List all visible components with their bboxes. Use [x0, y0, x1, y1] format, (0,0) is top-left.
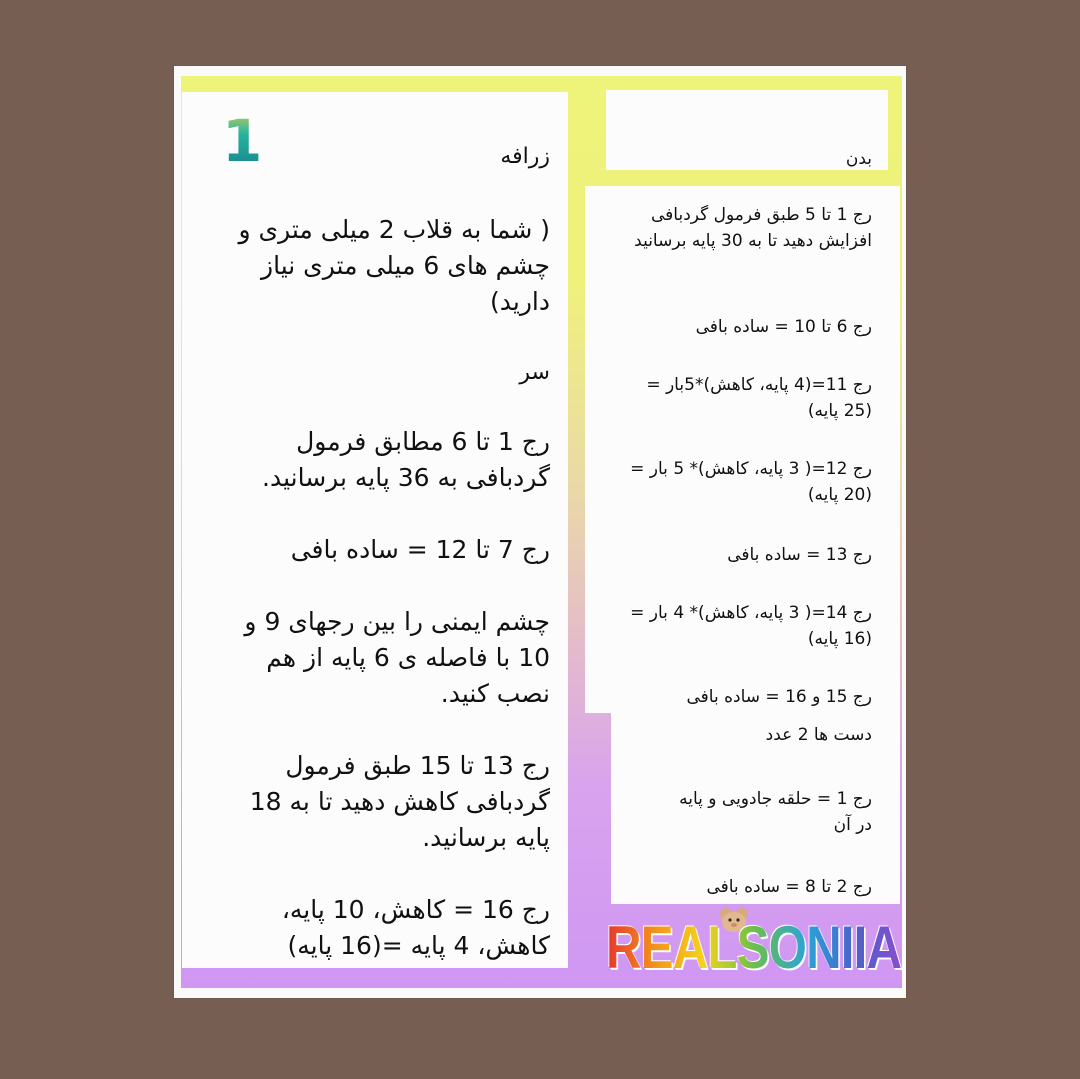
body-title: بدن	[845, 149, 872, 169]
body-step-2: رج 6 تا 10 = ساده بافی	[695, 317, 872, 337]
body-step-1: رج 1 تا 5 طبق فرمول گردبافی افزایش دهید تا به 30 پایه برسانید	[634, 205, 872, 251]
body-step-6: رج 14=( 3 پایه، کاهش)* 4 بار =(16 پایه)	[630, 603, 872, 649]
body-step-7: رج 15 و 16 = ساده بافی	[686, 687, 872, 707]
watermark-logo: REALSONIIA	[606, 912, 901, 984]
hands-step-1: رج 1 = حلقه جادویی و پایه در آن	[679, 789, 872, 835]
hands-step-2: رج 2 تا 8 = ساده بافی	[706, 877, 872, 897]
head-step-5: رج 16 = کاهش، 10 پایه، کاهش، 4 پایه =(16 پایه)	[281, 895, 550, 960]
body-step-4: رج 12=( 3 پایه، کاهش)* 5 بار =(20 پایه)	[630, 459, 872, 505]
hands-section-label: دست ها 2 عدد	[765, 725, 872, 745]
giraffe-title: زرافه	[500, 144, 550, 169]
head-section-label: سر	[519, 360, 550, 385]
body-step-3: رج 11=(4 پایه، کاهش)*5بار =(25 پایه)	[646, 375, 872, 421]
body-step-5: رج 13 = ساده بافی	[727, 545, 872, 565]
head-step-1: رج 1 تا 6 مطابق فرمول گردبافی به 36 پایه برسانید.	[262, 427, 550, 492]
head-step-4: رج 13 تا 15 طبق فرمول گردبافی کاهش دهید تا به 18 پایه برسانید.	[249, 751, 550, 852]
page-number: 1	[222, 107, 263, 175]
head-step-2: رج 7 تا 12 = ساده بافی	[290, 535, 550, 564]
head-step-3: چشم ایمنی را بین رجهای 9 و 10 با فاصله ی 6 پایه از هم نصب کنید.	[244, 607, 550, 708]
intro-note: ( شما به قلاب 2 میلی متری و چشم های 6 میلی متری نیاز دارید)	[238, 215, 550, 316]
